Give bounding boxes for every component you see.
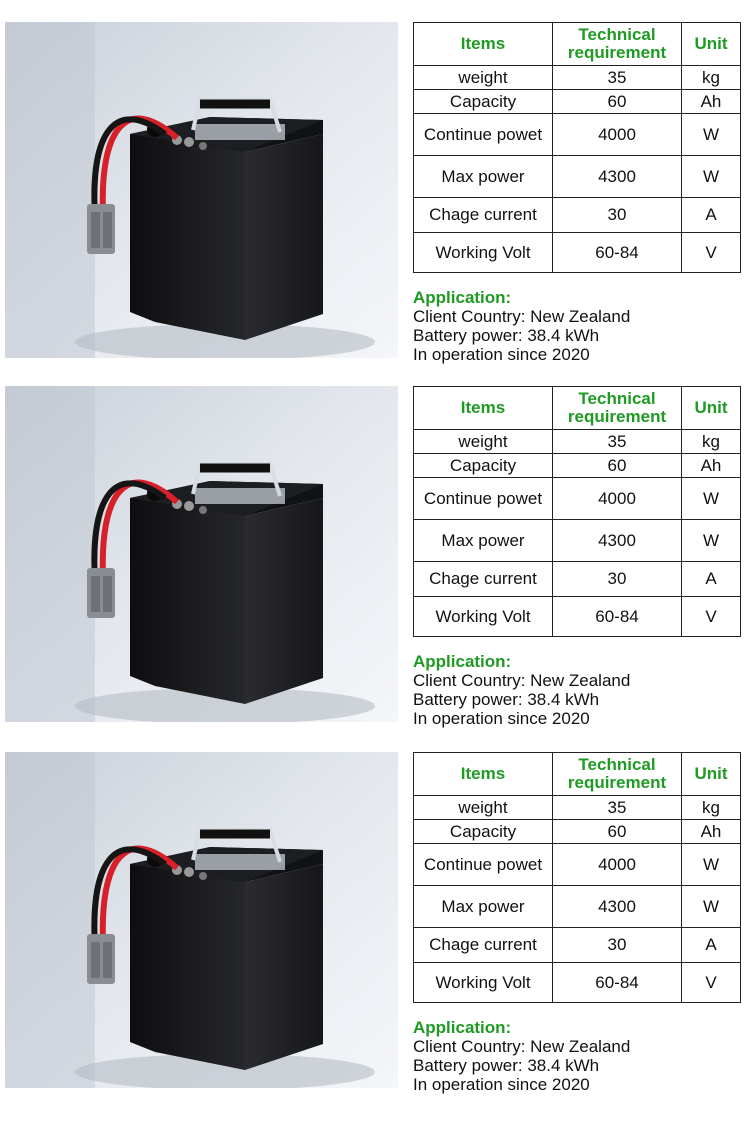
table-row [414,886,741,928]
cell-item: Chage current [414,928,553,963]
cell-item: Continue powet [414,478,553,520]
client-country: Client Country: New Zealand [413,307,631,326]
header-items: Items [414,753,553,796]
cell-value: 60 [553,454,682,478]
application-info [413,288,743,364]
cell-item: Chage current [414,198,553,233]
cell-unit: V [682,597,741,637]
cell-item: Capacity [414,454,553,478]
header-technical-requirement [553,753,682,796]
cell-item: weight [414,796,553,820]
product-block-2 [0,386,750,752]
client-country: Client Country: New Zealand [413,671,631,690]
cell-item: Working Volt [414,963,553,1003]
cell-value: 60 [553,820,682,844]
table-row [414,562,741,597]
cell-item: Max power [414,886,553,928]
cell-value: 4000 [553,844,682,886]
operation-since: In operation since 2020 [413,1075,590,1094]
cell-value: 35 [553,796,682,820]
cell-unit: A [682,198,741,233]
battery-photo [5,752,398,1088]
cell-value: 35 [553,66,682,90]
cell-value: 30 [553,928,682,963]
cell-value: 4300 [553,156,682,198]
table-row [414,198,741,233]
header-req-line1: Technical [578,389,656,408]
cell-value: 30 [553,562,682,597]
header-req-line2: requirement [567,43,667,62]
application-title: Application: [413,652,512,671]
table-row [414,820,741,844]
table-row [414,597,741,637]
table-row [414,520,741,562]
table-row [414,478,741,520]
cell-value: 60-84 [553,233,682,273]
header-req-line2: requirement [567,407,667,426]
cell-unit: Ah [682,820,741,844]
cell-unit: W [682,844,741,886]
cell-unit: W [682,520,741,562]
cell-unit: kg [682,430,741,454]
cell-value: 4000 [553,114,682,156]
client-country: Client Country: New Zealand [413,1037,631,1056]
operation-since: In operation since 2020 [413,709,590,728]
application-title: Application: [413,288,512,307]
header-technical-requirement [553,23,682,66]
battery-photo [5,386,398,722]
table-row [414,430,741,454]
cell-value: 60-84 [553,963,682,1003]
cell-value: 60 [553,90,682,114]
header-items: Items [414,387,553,430]
spec-table [413,386,741,637]
cell-value: 4300 [553,520,682,562]
application-info [413,1018,743,1094]
table-row [414,963,741,1003]
cell-item: Chage current [414,562,553,597]
cell-item: Capacity [414,90,553,114]
header-unit: Unit [682,23,741,66]
table-row [414,233,741,273]
battery-power: Battery power: 38.4 kWh [413,1056,600,1075]
table-row [414,156,741,198]
table-row [414,844,741,886]
header-unit: Unit [682,387,741,430]
cell-unit: kg [682,796,741,820]
cell-value: 35 [553,430,682,454]
cell-unit: A [682,562,741,597]
cell-value: 4000 [553,478,682,520]
cell-item: Max power [414,156,553,198]
spec-table [413,752,741,1003]
cell-unit: V [682,963,741,1003]
cell-value: 4300 [553,886,682,928]
cell-item: Working Volt [414,233,553,273]
header-unit: Unit [682,753,741,796]
cell-unit: W [682,886,741,928]
table-row [414,66,741,90]
table-row [414,90,741,114]
battery-power: Battery power: 38.4 kWh [413,690,600,709]
product-block-3 [0,752,750,1118]
cell-item: weight [414,66,553,90]
cell-item: Max power [414,520,553,562]
cell-value: 30 [553,198,682,233]
header-items: Items [414,23,553,66]
table-row [414,928,741,963]
table-row [414,454,741,478]
battery-photo [5,22,398,358]
cell-unit: V [682,233,741,273]
cell-unit: Ah [682,454,741,478]
table-row [414,114,741,156]
product-block-1 [0,22,750,388]
cell-unit: A [682,928,741,963]
cell-unit: kg [682,66,741,90]
cell-item: Working Volt [414,597,553,637]
header-req-line1: Technical [578,25,656,44]
cell-unit: Ah [682,90,741,114]
operation-since: In operation since 2020 [413,345,590,364]
header-req-line2: requirement [567,773,667,792]
cell-unit: W [682,114,741,156]
cell-item: Capacity [414,820,553,844]
application-info [413,652,743,728]
cell-unit: W [682,156,741,198]
table-row [414,796,741,820]
cell-unit: W [682,478,741,520]
cell-item: weight [414,430,553,454]
cell-value: 60-84 [553,597,682,637]
header-technical-requirement [553,387,682,430]
cell-item: Continue powet [414,114,553,156]
application-title: Application: [413,1018,512,1037]
spec-table [413,22,741,273]
header-req-line1: Technical [578,755,656,774]
cell-item: Continue powet [414,844,553,886]
battery-power: Battery power: 38.4 kWh [413,326,600,345]
